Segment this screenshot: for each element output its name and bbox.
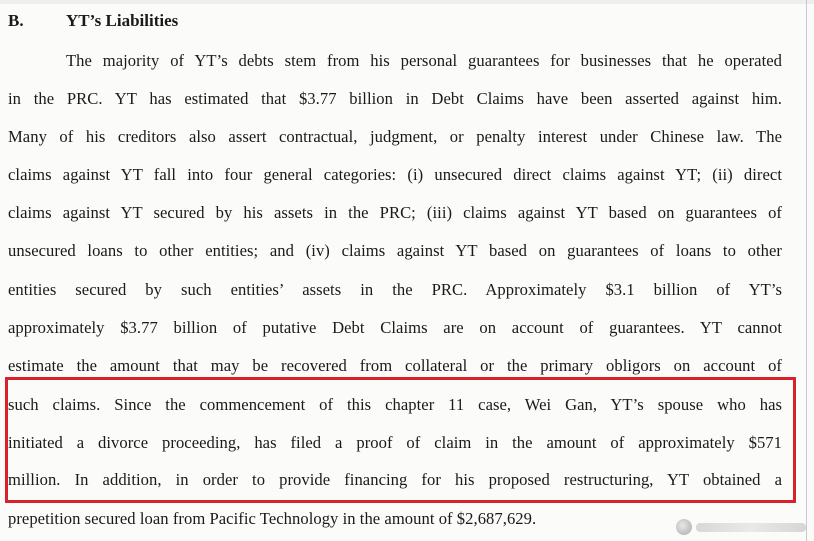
page-edge-rule	[806, 0, 807, 541]
paragraph-line-10: such claims. Since the commencement of this chapter 11 case, Wei Gan, YT’s spouse who has	[8, 395, 782, 414]
paragraph-line-8: approximately $3.77 billion of putative Debt Claims are on account of guarantees. YT cannot	[8, 318, 782, 337]
paragraph-line-4: claims against YT fall into four general categories: (i) unsecured direct claims against YT; (ii) direct	[8, 165, 782, 184]
paragraph-line-7: entities secured by such entities’ assets in the PRC. Approximately $3.1 billion of YT’s	[8, 280, 782, 299]
paragraph-line-13: prepetition secured loan from Pacific Technology in the amount of $2,687,629.	[8, 509, 537, 528]
watermark-logo-icon	[676, 519, 692, 535]
paragraph-line-6: unsecured loans to other entities; and (iv) claims against YT based on guarantees of loans to other	[8, 241, 782, 260]
paragraph-line-1: The majority of YT’s debts stem from his personal guarantees for businesses that he operated	[66, 51, 782, 70]
paragraph-line-9: estimate the amount that may be recovered from collateral or the primary obligors on account of	[8, 356, 782, 375]
paragraph-line-3: Many of his creditors also assert contractual, judgment, or penalty interest under Chinese law. The	[8, 127, 782, 146]
paragraph-line-12: million. In addition, in order to provide financing for his proposed restructuring, YT obtained a	[8, 470, 782, 489]
section-number: B.	[8, 11, 24, 30]
top-edge-shade	[0, 0, 814, 4]
watermark-text-blur	[696, 523, 806, 532]
paragraph-line-5: claims against YT secured by his assets in the PRC; (iii) claims against YT based on guarantees of	[8, 203, 782, 222]
paragraph-line-2: in the PRC. YT has estimated that $3.77 billion in Debt Claims have been asserted against him.	[8, 89, 782, 108]
section-heading	[8, 11, 178, 31]
section-title: YT’s Liabilities	[66, 11, 179, 30]
watermark	[676, 519, 806, 535]
paragraph-line-11: initiated a divorce proceeding, has filed a proof of claim in the amount of approximately $571	[8, 433, 782, 452]
